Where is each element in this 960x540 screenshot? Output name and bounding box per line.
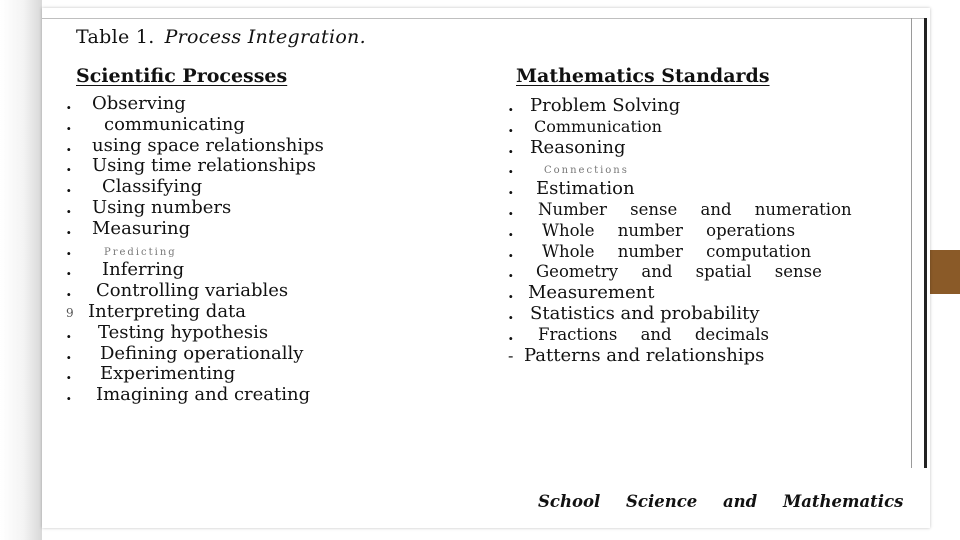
bullet: . bbox=[508, 241, 514, 261]
list-item bbox=[508, 346, 852, 367]
bullet: . bbox=[66, 135, 72, 155]
list-item-text: Classifying bbox=[102, 176, 203, 198]
bullet: . bbox=[66, 197, 72, 217]
list-item bbox=[66, 385, 324, 406]
list-item-text: Reasoning bbox=[530, 136, 626, 158]
table-caption bbox=[76, 26, 366, 48]
mathematics-standards-list bbox=[508, 96, 852, 366]
list-item bbox=[508, 221, 852, 242]
list-item-text: Experimenting bbox=[100, 363, 236, 385]
list-item bbox=[508, 158, 852, 179]
bullet: . bbox=[66, 322, 72, 342]
scientific-processes-list bbox=[66, 94, 324, 406]
top-rule bbox=[42, 18, 926, 19]
list-item-text: Measurement bbox=[528, 282, 655, 304]
list-item-text: Defining operationally bbox=[100, 342, 304, 364]
right-rule bbox=[924, 18, 927, 468]
list-item bbox=[508, 179, 852, 200]
list-item-text: Imagining and creating bbox=[96, 384, 311, 406]
list-item bbox=[508, 117, 852, 138]
list-item-text: Using numbers bbox=[92, 196, 232, 218]
list-item-text: Estimation bbox=[536, 178, 635, 200]
list-item bbox=[66, 323, 324, 344]
list-item-text: Testing hypothesis bbox=[98, 321, 269, 343]
bullet: . bbox=[508, 262, 514, 282]
list-item-text: Connections bbox=[544, 165, 629, 177]
list-item-text: Whole number computation bbox=[542, 241, 812, 261]
bullet: . bbox=[66, 94, 72, 113]
bullet: . bbox=[508, 96, 514, 115]
bullet: 9 bbox=[66, 305, 74, 320]
list-item bbox=[66, 115, 324, 136]
list-item-text: Inferring bbox=[102, 259, 185, 281]
source-footer: School Science and Mathematics bbox=[538, 492, 904, 511]
list-item bbox=[66, 344, 324, 365]
list-item bbox=[508, 262, 852, 283]
bullet: . bbox=[508, 158, 514, 178]
list-item-text: Measuring bbox=[92, 217, 191, 239]
list-item bbox=[66, 364, 324, 385]
list-item-text: Number sense and numeration bbox=[538, 199, 852, 219]
table-caption-title: Process Integration. bbox=[164, 26, 366, 48]
bullet: . bbox=[66, 114, 72, 134]
list-item-text: communicating bbox=[104, 113, 245, 135]
list-item-text: Controlling variables bbox=[96, 280, 289, 302]
table-caption-label: Table 1. bbox=[76, 26, 155, 48]
bullet: . bbox=[508, 179, 514, 199]
bullet: . bbox=[508, 303, 514, 323]
bullet: . bbox=[508, 324, 514, 344]
bullet: . bbox=[508, 283, 514, 303]
bullet: . bbox=[66, 343, 72, 363]
list-item bbox=[66, 94, 324, 115]
list-item bbox=[66, 136, 324, 157]
list-item-text: Geometry and spatial sense bbox=[536, 262, 822, 282]
background-band-accent bbox=[930, 250, 960, 294]
list-item bbox=[66, 198, 324, 219]
list-item-text: Observing bbox=[92, 93, 186, 114]
list-item-text: Statistics and probability bbox=[530, 302, 760, 324]
bullet: . bbox=[66, 239, 72, 259]
bullet: . bbox=[66, 177, 72, 197]
list-item bbox=[66, 260, 324, 281]
bullet: . bbox=[66, 260, 72, 280]
mathematics-standards-heading: Mathematics Standards bbox=[516, 65, 770, 87]
left-margin-shadow bbox=[0, 0, 42, 540]
bullet: . bbox=[66, 364, 72, 384]
list-item-text: using space relationships bbox=[92, 134, 324, 156]
right-inner-rule bbox=[911, 18, 912, 468]
list-item bbox=[508, 200, 852, 221]
bullet: . bbox=[66, 281, 72, 301]
bullet: - bbox=[508, 345, 514, 365]
list-item bbox=[508, 325, 852, 346]
list-item bbox=[66, 281, 324, 302]
list-item-text: Fractions and decimals bbox=[538, 324, 769, 344]
list-item-text: Communication bbox=[534, 116, 662, 136]
list-item bbox=[66, 156, 324, 177]
bullet: . bbox=[508, 199, 514, 219]
list-item bbox=[508, 283, 852, 304]
list-item bbox=[508, 242, 852, 263]
list-item bbox=[508, 138, 852, 159]
bullet: . bbox=[66, 385, 72, 405]
scientific-processes-heading: Scientific Processes bbox=[76, 65, 288, 87]
list-item-text: Problem Solving bbox=[530, 95, 681, 116]
list-item-text: Whole number operations bbox=[542, 220, 796, 240]
list-item bbox=[66, 302, 324, 323]
list-item-text: Predicting bbox=[104, 246, 177, 258]
bullet: . bbox=[508, 137, 514, 157]
list-item bbox=[508, 96, 852, 117]
bullet: . bbox=[66, 156, 72, 176]
list-item-text: Patterns and relationships bbox=[524, 344, 765, 366]
bullet: . bbox=[66, 218, 72, 238]
bullet: . bbox=[508, 220, 514, 240]
list-item bbox=[66, 219, 324, 240]
list-item-text: Interpreting data bbox=[88, 300, 247, 322]
bullet: . bbox=[508, 116, 514, 136]
list-item bbox=[508, 304, 852, 325]
list-item bbox=[66, 177, 324, 198]
list-item bbox=[66, 240, 324, 261]
list-item-text: Using time relationships bbox=[92, 155, 316, 177]
